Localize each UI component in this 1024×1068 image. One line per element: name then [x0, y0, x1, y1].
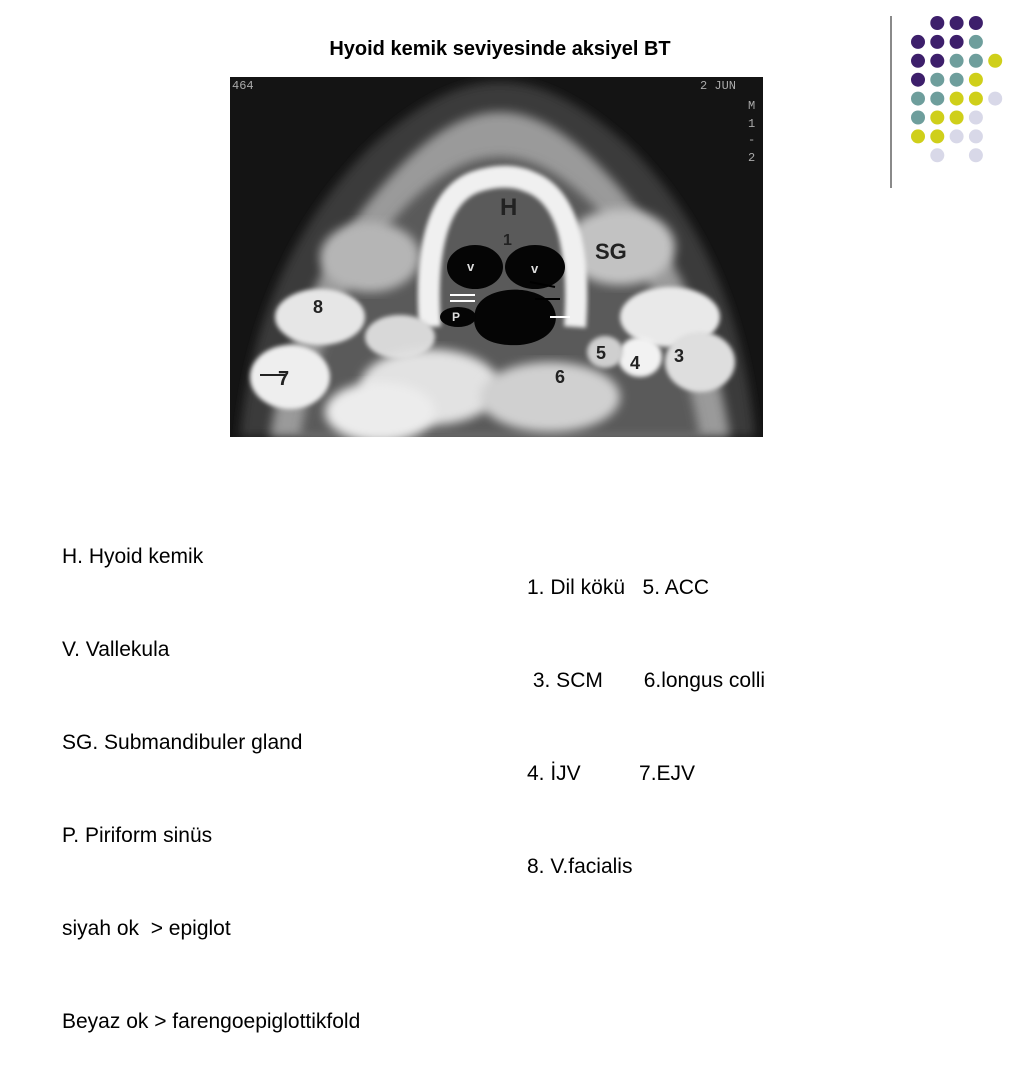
decorative-dot: [988, 92, 1002, 106]
scan-side-mark-1: M: [748, 99, 756, 113]
decorative-dot: [950, 73, 964, 87]
decorative-dot: [911, 73, 925, 87]
scan-label-P: P: [452, 310, 461, 324]
decorative-dot: [950, 92, 964, 106]
decorative-dot: [950, 111, 964, 125]
decorative-dot: [911, 111, 925, 125]
scan-side-mark-3: -: [748, 133, 756, 147]
scan-label-3: 3: [674, 346, 685, 366]
ct-scan-image: [230, 77, 763, 437]
legend-item: 8. V.facialis: [527, 855, 633, 878]
slide-title: Hyoid kemik seviyesinde aksiyel BT: [329, 38, 671, 60]
decorative-dot: [930, 148, 944, 162]
decorative-dot: [930, 111, 944, 125]
decorative-dot: [969, 73, 983, 87]
decorative-dot: [911, 129, 925, 143]
legend-item: V. Vallekula: [62, 638, 170, 661]
scan-label-v-right: v: [531, 261, 539, 276]
scan-label-1: 1: [503, 232, 512, 249]
legend-item: 3. SCM 6.longus colli: [527, 669, 766, 692]
scan-label-7: 7: [278, 368, 290, 390]
legend-item: 1. Dil kökü 5. ACC: [527, 576, 710, 599]
legend-left-column: [62, 479, 360, 1068]
legend-item: siyah ok > epiglot: [62, 917, 231, 940]
scan-side-mark-2: 1: [748, 117, 756, 131]
scan-label-v-left: v: [467, 259, 475, 274]
scan-label-6: 6: [555, 367, 566, 387]
decorative-dot: [969, 92, 983, 106]
legend-item: P. Piriform sinüs: [62, 824, 213, 847]
scan-corner-right: 2 JUN: [700, 79, 737, 93]
decorative-dot: [950, 16, 964, 30]
decorative-dot: [969, 148, 983, 162]
scan-corner-left: 464: [232, 79, 254, 93]
legend-item: H. Hyoid kemik: [62, 545, 204, 568]
decorative-dot: [930, 73, 944, 87]
scan-label-4: 4: [630, 353, 641, 373]
decorative-dot: [969, 129, 983, 143]
scan-label-H: H: [500, 194, 518, 221]
scan-label-8: 8: [313, 297, 324, 317]
scan-label-SG: SG: [595, 239, 627, 264]
legend-item: 4. İJV 7.EJV: [527, 762, 696, 785]
decorative-dot: [930, 129, 944, 143]
legend-item: Beyaz ok > farengoepiglottikfold: [62, 1010, 361, 1033]
legend-right-column: [527, 510, 765, 913]
decorative-dot: [969, 111, 983, 125]
decorative-dot: [930, 16, 944, 30]
decorative-dot: [969, 16, 983, 30]
legend-item: SG. Submandibuler gland: [62, 731, 303, 754]
decorative-dot: [950, 129, 964, 143]
decorative-dot: [930, 92, 944, 106]
scan-side-mark-4: 2: [748, 151, 756, 165]
decorative-dot: [911, 92, 925, 106]
scan-label-5: 5: [596, 343, 607, 363]
